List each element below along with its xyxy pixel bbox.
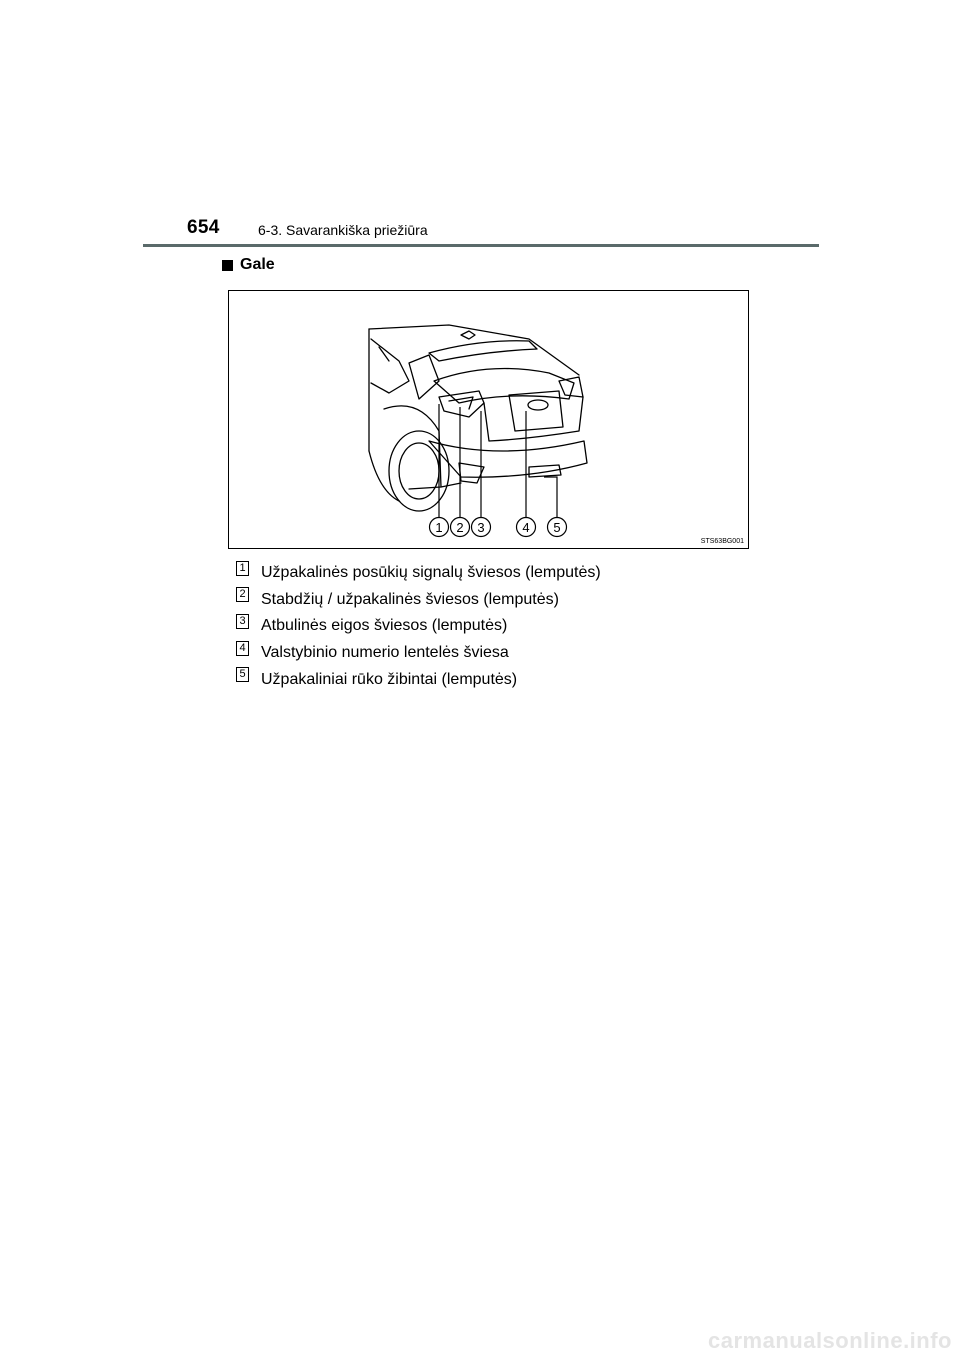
watermark: carmanualsonline.info — [708, 1328, 952, 1353]
number-badge: 5 — [236, 667, 249, 682]
page-number: 654 — [187, 217, 220, 238]
legend-text: Atbulinės eigos šviesos (lemputės) — [261, 617, 508, 635]
rear-lights-illustration — [228, 290, 749, 549]
legend-item — [236, 613, 601, 640]
callout-2: 2 — [456, 520, 464, 535]
callout-4: 4 — [522, 520, 530, 535]
legend-list — [236, 560, 601, 693]
legend-text: Užpakalinės posūkių signalų šviesos (lemputės) — [261, 564, 601, 582]
number-badge: 2 — [236, 587, 249, 602]
callout-3: 3 — [477, 520, 485, 535]
legend-text: Valstybinio numerio lentelės šviesa — [261, 644, 509, 662]
legend-item — [236, 666, 601, 693]
number-badge: 3 — [236, 614, 249, 629]
callout-5: 5 — [553, 520, 561, 535]
legend-text: Stabdžių / užpakalinės šviesos (lemputės) — [261, 590, 559, 608]
legend-text: Užpakaliniai rūko žibintai (lemputės) — [261, 670, 518, 688]
number-badge: 1 — [236, 561, 249, 576]
subheading — [222, 256, 275, 274]
section-title: 6-3. Savarankiška priežiūra — [258, 222, 428, 238]
figure-code: STS63BG001 — [700, 538, 744, 545]
subheading-text: Gale — [240, 256, 275, 273]
number-badge: 4 — [236, 641, 249, 656]
car-rear-drawing — [229, 291, 749, 549]
square-bullet-icon — [222, 260, 233, 271]
header-divider — [143, 244, 819, 247]
legend-item — [236, 587, 601, 614]
callout-1: 1 — [435, 520, 443, 535]
legend-item — [236, 640, 601, 667]
legend-item — [236, 560, 601, 587]
